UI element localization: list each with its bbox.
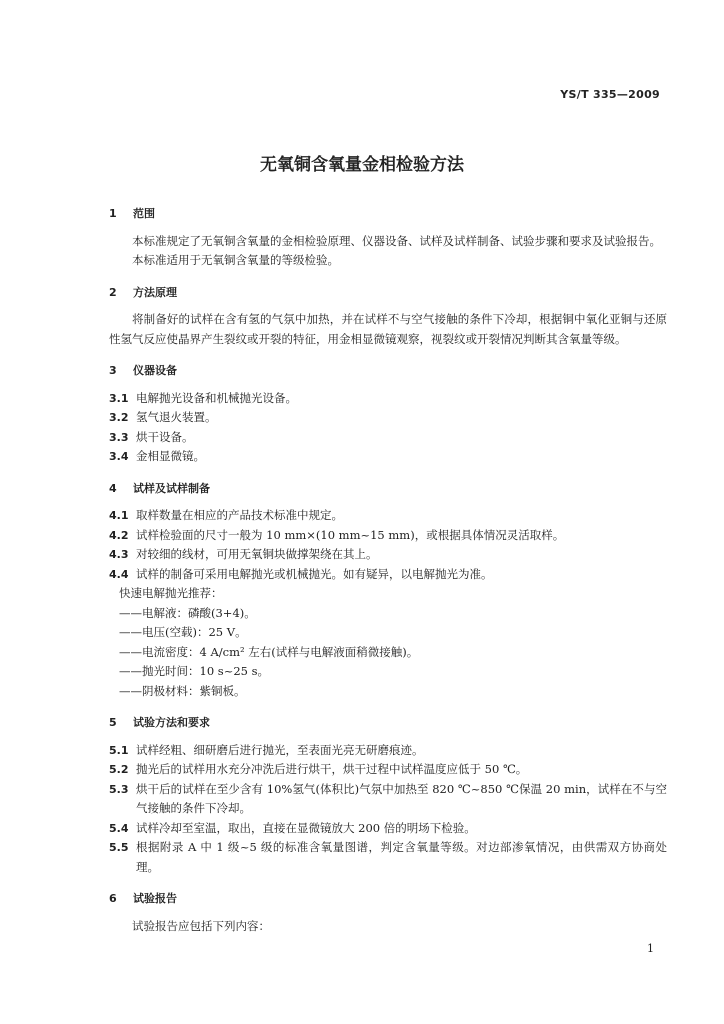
recommend-item: ——电流密度：4 A/cm² 左右(试样与电解液面稍微接触)。 <box>119 644 419 659</box>
paragraph: 本标准适用于无氧铜含氧量的等级检验。 <box>132 253 339 267</box>
section-heading-1: 1 范围 <box>109 207 155 220</box>
clause-item: 5.5 根据附录 A 中 1 级~5 级的标准含氧量图谱，判定含氧量等级。对边部渗氧情况，由供需双方协商处理。 <box>109 840 667 874</box>
section-heading-5: 5 试验方法和要求 <box>109 716 210 729</box>
clause-item: 3.4 金相显微镜。 <box>109 449 205 463</box>
paragraph: 将制备好的试样在含有氢的气氛中加热，并在试样不与空气接触的条件下冷却，根据铜中氧化亚铜与还原性氢气反应使晶界产生裂纹或开裂的特征，用金相显微镜观察，视裂纹或开裂情况判断其含氧量等级。 <box>109 312 667 346</box>
clause-item: 4.2 试样检验面的尺寸一般为 10 mm×(10 mm~15 mm)，或根据具体情况灵活取样。 <box>109 527 565 542</box>
recommend-intro: 快速电解抛光推荐： <box>119 586 223 600</box>
recommend-item: ——电解液：磷酸(3+4)。 <box>119 605 256 620</box>
section-heading-2: 2 方法原理 <box>109 285 177 299</box>
recommend-item: ——抛光时间：10 s~25 s。 <box>119 664 270 678</box>
clause-item: 5.2 抛光后的试样用水充分冲洗后进行烘干，烘干过程中试样温度应低于 50 ℃。 <box>109 762 528 776</box>
clause-item: 4.3 对较细的线材，可用无氧铜块做撑架绕在其上。 <box>109 547 378 561</box>
clause-item: 5.3 烘干后的试样在至少含有 10%氢气(体积比)气氛中加热至 820 ℃~850 ℃保温 20 min，试样在不与空气接触的条件下冷却。 <box>109 781 667 815</box>
document-title: 无氧铜含氧量金相检验方法 <box>260 155 464 175</box>
clause-item: 3.2 氢气退火装置。 <box>109 410 217 424</box>
recommend-item: ——电压(空载)：25 V。 <box>119 625 247 639</box>
standard-code: YS/T 335—2009 <box>560 88 660 101</box>
recommend-item: ——阴极材料：紫铜板。 <box>119 683 246 698</box>
clause-item: 4.4 试样的制备可采用电解抛光或机械抛光。如有疑异，以电解抛光为准。 <box>109 566 493 581</box>
paragraph: 试验报告应包括下列内容： <box>132 918 270 933</box>
clause-item: 5.1 试样经粗、细研磨后进行抛光，至表面光亮无研磨痕迹。 <box>109 742 424 757</box>
section-heading-4: 4 试样及试样制备 <box>109 481 210 495</box>
clause-item: 3.3 烘干设备。 <box>109 429 194 444</box>
clause-item: 5.4 试样冷却至室温，取出，直接在显微镜放大 200 倍的明场下检验。 <box>109 820 476 835</box>
document-body <box>109 204 667 936</box>
section-heading-3: 3 仪器设备 <box>109 364 177 377</box>
section-heading-6: 6 试验报告 <box>109 892 177 905</box>
paragraph: 本标准规定了无氧铜含氧量的金相检验原理、仪器设备、试样及试样制备、试验步骤和要求及试验报告。 <box>132 233 661 248</box>
page-number: 1 <box>647 942 654 955</box>
clause-item: 4.1 取样数量在相应的产品技术标准中规定。 <box>109 508 343 522</box>
clause-item: 3.1 电解抛光设备和机械抛光设备。 <box>109 390 297 405</box>
